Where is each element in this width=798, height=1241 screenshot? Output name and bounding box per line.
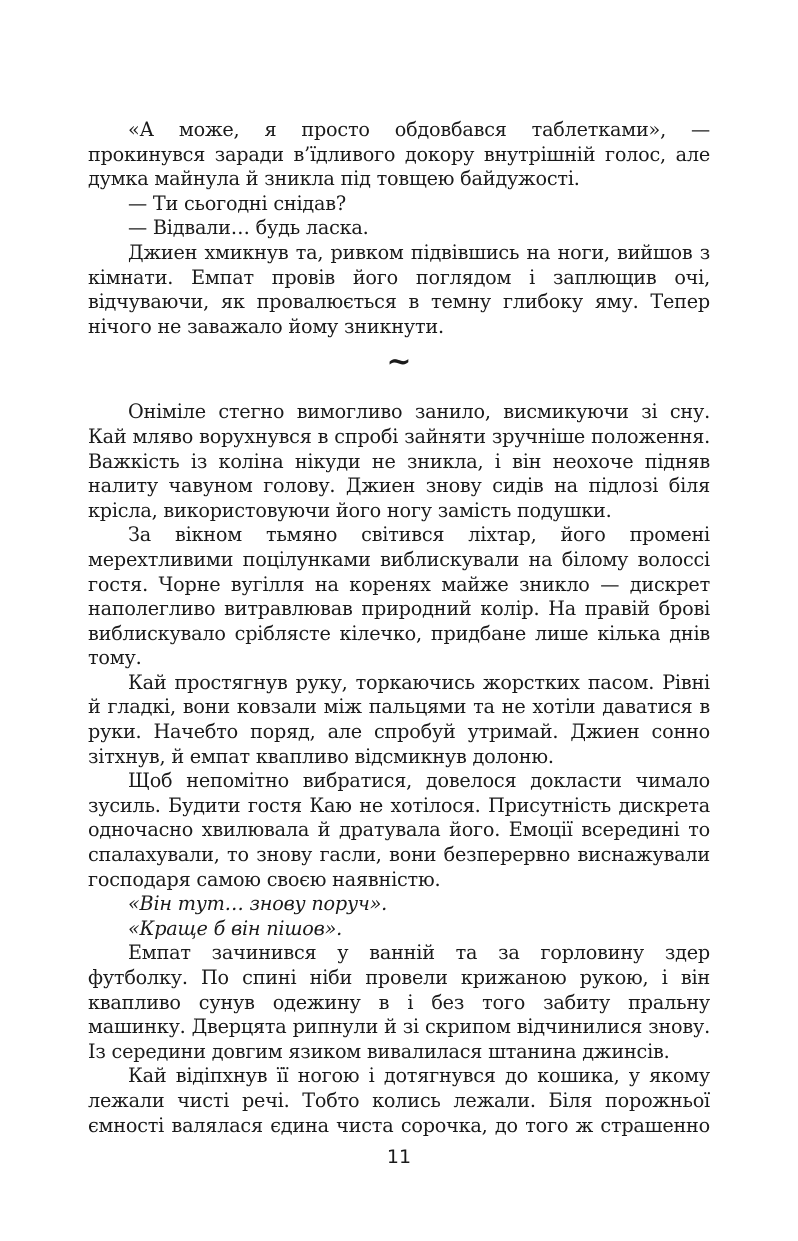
paragraph: «А може, я просто обдовбався таблетками», — прокинувся заради в’їдливого докору внутрішній голос, але думка майнула й зникла під товщею байдужості. [88, 118, 710, 191]
dialogue-line: — Відвали… будь ласка. [128, 216, 369, 240]
paragraph: Кай простягнув руку, торкаючись жорстких пасом. Рівні й гладкі, вони ковзали між пальцями та не хотіли даватися в руки. Начебто поряд, але спробуй утримай. Джиен сонно зітхнув, й емпат квапливо відсмикнув долоню. [88, 670, 710, 768]
section-two [88, 400, 710, 1138]
paragraph: Джиен хмикнув та, ривком підвівшись на ноги, вийшов з кімнати. Емпат провів його поглядом і заплющив очі, відчуваючи, як провалюється в темну глибоку яму. Тепер нічого не заважало йому зникнути. [88, 240, 710, 338]
paragraph: Щоб непомітно вибратися, довелося докласти чимало зусиль. Будити гостя Каю не хотілося. Присутність дискрета одночасно хвилювала й дратувала його. Емоції всередині то спалахували, то знову гасли, вони безперервно виснажували господаря самою своєю наявністю. [88, 769, 710, 891]
dialogue-line: — Ти сьогодні снідав? [128, 191, 346, 215]
page-number: 11 [386, 1146, 412, 1168]
paragraph: Емпат зачинився у ванній та за горловину здер футболку. По спині ніби провели крижаною рукою, і він квапливо сунув одежину в і без того забиту пральну машинку. Дверцята рипнули й зі скрипом відчинилися знову. Із середини довгим язиком вивалилася штанина джинсів. [88, 941, 710, 1063]
italic-thought: «Він тут… знову поруч». [128, 892, 388, 916]
paragraph: За вікном тьмяно світився ліхтар, його промені мерехтливими поцілунками виблискували на білому волоссі гостя. Чорне вугілля на коренях майже зникло — дискрет наполегливо витравлював природний колір. На правій брові виблискувало сріблясте кілечко, придбане лише кілька днів тому. [88, 523, 710, 670]
section-divider-tilde: ~ [386, 344, 412, 380]
section-one [88, 118, 710, 339]
book-page [88, 118, 710, 1138]
paragraph: Оніміле стегно вимогливо занило, висмикуючи зі сну. Кай мляво ворухнувся в спробі зайняти зручніше положення. Важкість із коліна нікуди не зникла, і він неохоче підняв налиту чавуном голову. Джиен знову сидів на підлозі біля крісла, використовуючи його ногу замість подушки. [88, 400, 710, 522]
italic-thought: «Краще б він пішов». [128, 916, 343, 940]
paragraph: Кай відіпхнув її ногою і дотягнувся до кошика, у якому лежали чисті речі. Тобто колись лежали. Біля порожньої ємності валялася єдина чиста сорочка, до того ж страшенно [88, 1064, 710, 1137]
